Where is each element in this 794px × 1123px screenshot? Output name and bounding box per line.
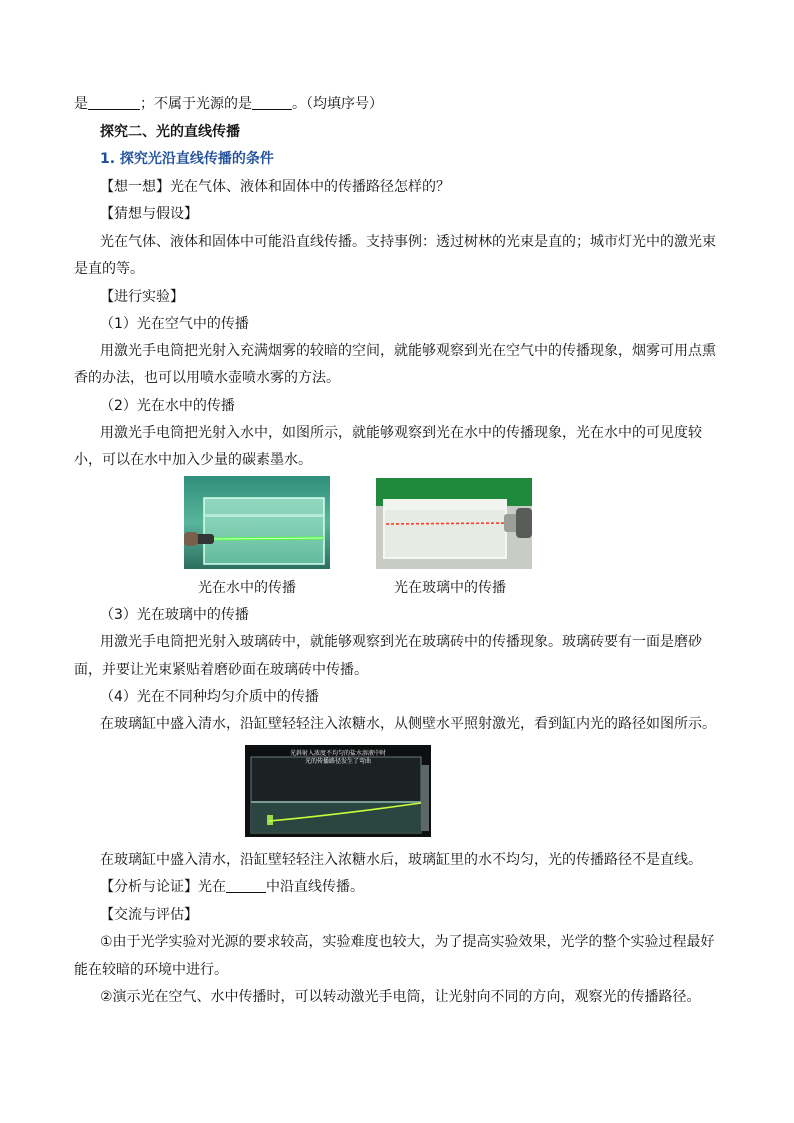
- photo-light-in-glass: [376, 478, 532, 569]
- experiment-2-text-1: 用激光手电筒把光射入水中，如图所示，就能够观察到光在水中的传播现象，光在水中的可见度较: [100, 425, 702, 441]
- evaluation-text-1b: 能在较暗的环境中进行。: [74, 962, 228, 978]
- photo-nonuniform-medium: [245, 745, 431, 837]
- experiment-4-heading: （4）光在不同种均匀介质中的传播: [100, 689, 319, 705]
- subsection-heading: 1. 探究光沿直线传播的条件: [100, 151, 274, 167]
- evaluation-heading: 【交流与评估】: [100, 907, 198, 923]
- text-fragment: 是: [74, 96, 88, 112]
- caption-glass: 光在玻璃中的传播: [394, 580, 506, 596]
- experiment-1-text-1: 用激光手电筒把光射入充满烟雾的较暗的空间，就能够观察到光在空气中的传播现象，烟雾可用点熏: [100, 343, 716, 359]
- answer-blank-3[interactable]: [226, 878, 266, 893]
- evaluation-text-2: ②演示光在空气、水中传播时，可以转动激光手电筒，让光射向不同的方向，观察光的传播路径。: [100, 989, 701, 1005]
- photo-caption-line-1: 光斜射入浓度不均匀的盐水溶液中时: [289, 750, 387, 757]
- experiment-heading: 【进行实验】: [100, 289, 184, 305]
- caption-water: 光在水中的传播: [198, 580, 296, 596]
- experiment-1-text-2: 香的办法，也可以用喷水壶喷水雾的方法。: [74, 370, 340, 386]
- experiment-2-text-2: 小，可以在水中加入少量的碳素墨水。: [74, 452, 312, 468]
- experiment-3-text-1: 用激光手电筒把光射入玻璃砖中，就能够观察到光在玻璃砖中的传播现象。玻璃砖要有一面是磨砂: [100, 634, 702, 650]
- fill-in-line: [74, 94, 383, 114]
- experiment-4-text-2: 在玻璃缸中盛入清水，沿缸壁轻轻注入浓糖水后，玻璃缸里的水不均匀，光的传播路径不是直线。: [100, 852, 702, 868]
- evaluation-text-1a: ①由于光学实验对光源的要求较高，实验难度也较大，为了提高实验效果，光学的整个实验过程最好: [100, 934, 715, 950]
- experiment-4-text-1: 在玻璃缸中盛入清水，沿缸壁轻轻注入浓糖水，从侧壁水平照射激光，看到缸内光的路径如图所示。: [100, 716, 716, 732]
- experiment-2-heading: （2）光在水中的传播: [100, 398, 235, 414]
- text-fragment: ；不属于光源的是: [140, 96, 252, 112]
- experiment-1-heading: （1）光在空气中的传播: [100, 316, 249, 332]
- experiment-3-heading: （3）光在玻璃中的传播: [100, 607, 249, 623]
- text-fragment: 中沿直线传播。: [266, 879, 364, 895]
- guess-text-1: 光在气体、液体和固体中可能沿直线传播。支持事例：透过树林的光束是直的；城市灯光中的激光束: [100, 234, 716, 250]
- photo-caption-line-2: 光的传播路径发生了弯曲: [304, 758, 372, 765]
- section-heading: 探究二、光的直线传播: [100, 124, 240, 140]
- think-paragraph: 【想一想】光在气体、液体和固体中的传播路径怎样的？: [100, 179, 450, 195]
- experiment-3-text-2: 面，并要让光束紧贴着磨砂面在玻璃砖中传播。: [74, 662, 368, 678]
- answer-blank-1[interactable]: [88, 95, 140, 110]
- photo-light-in-water: [184, 476, 330, 569]
- answer-blank-2[interactable]: [252, 95, 292, 110]
- text-fragment: 【分析与论证】光在: [100, 879, 226, 895]
- guess-heading: 【猜想与假设】: [100, 206, 198, 222]
- analysis-line: [100, 877, 364, 897]
- guess-text-2: 是直的等。: [74, 261, 144, 277]
- text-fragment: 。（均填序号）: [292, 96, 383, 112]
